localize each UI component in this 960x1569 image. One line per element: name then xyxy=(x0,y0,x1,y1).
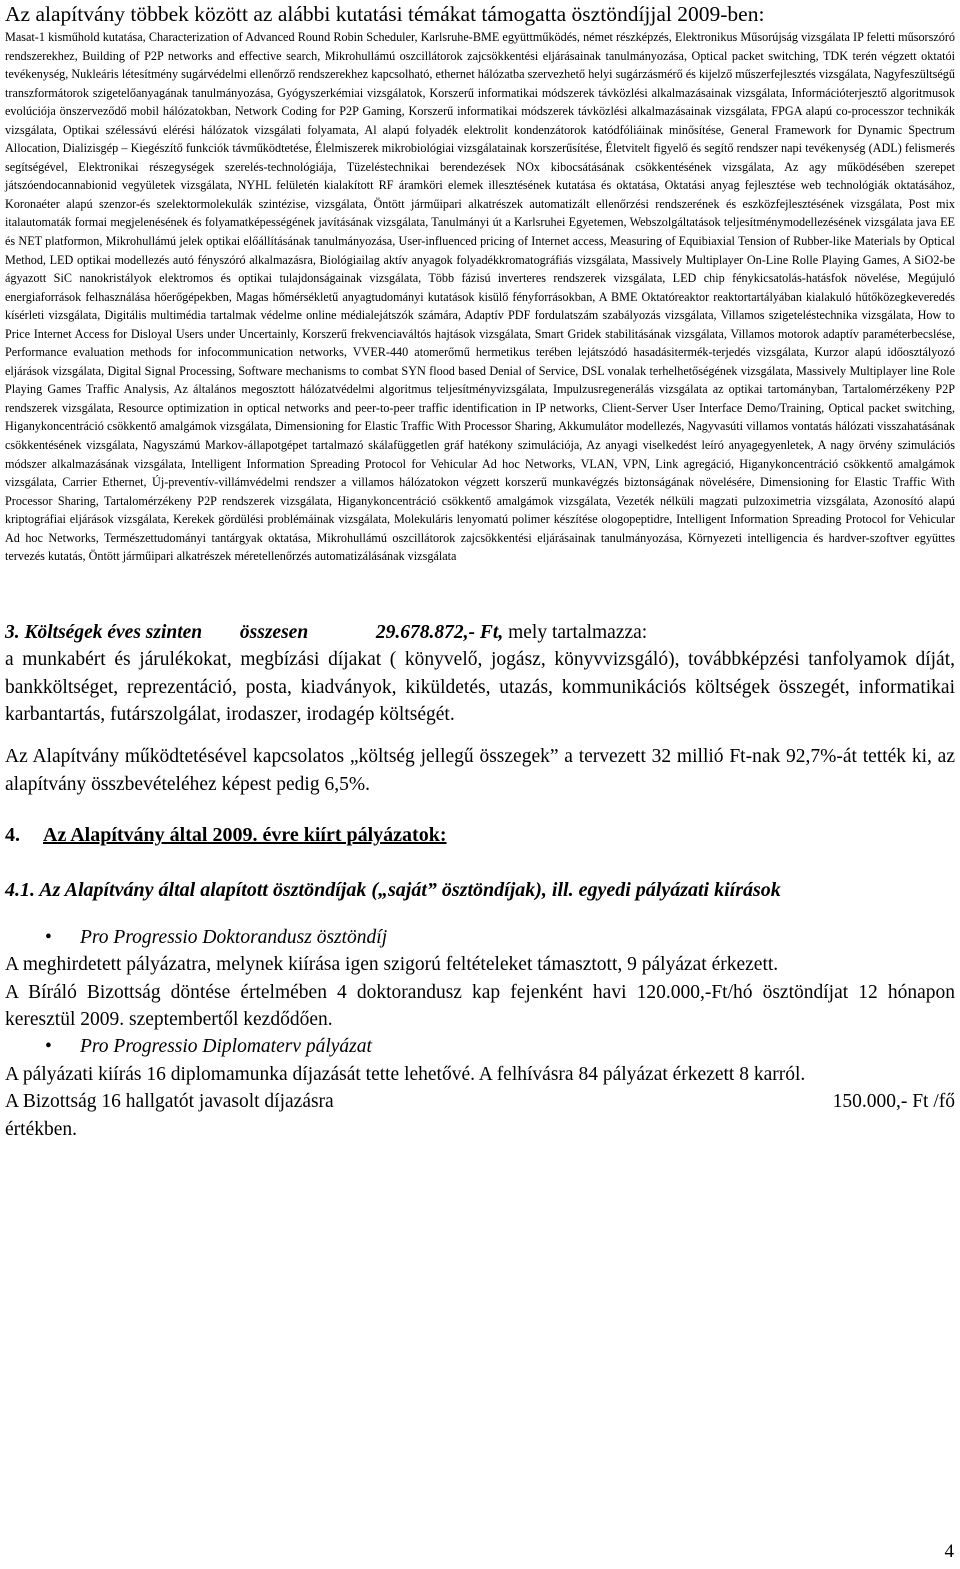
section-4-title: Az Alapítvány által 2009. évre kiírt pályázatok: xyxy=(43,824,447,847)
bullet-icon: • xyxy=(45,1036,52,1058)
diplomaterv-award-amount: 150.000,- Ft /fő xyxy=(832,1091,955,1113)
research-heading: Az alapítvány többek között az alábbi kutatási témákat támogatta ösztöndíjjal 2009-ben: xyxy=(5,2,765,26)
bullet-icon: • xyxy=(45,926,52,948)
diplomaterv-bullet-item xyxy=(5,1033,955,1060)
diplomaterv-paragraph-1: A pályázati kiírás 16 diplomamunka díjazását tette lehetővé. A felhívásra 84 pályázat érkezett 8 karról. xyxy=(5,1063,806,1085)
diplomaterv-award-text: A Bizottság 16 hallgatót javasolt díjazásra xyxy=(5,1091,334,1113)
diplomaterv-award-end: értékben. xyxy=(5,1118,78,1140)
costs-rest: mely tartalmazza: xyxy=(508,621,648,643)
section-4-1-heading: 4.1. Az Alapítvány által alapított ösztöndíjak („saját” ösztöndíjak), ill. egyedi pályázati kiírások xyxy=(5,878,781,901)
document-page xyxy=(5,0,955,1143)
costs-amount-value: 29.678.872,- Ft, xyxy=(375,621,504,643)
costs-amount xyxy=(376,622,503,643)
page-number: 4 xyxy=(944,1541,954,1562)
costs-lead: 3. Költségek éves szinten xyxy=(5,621,203,643)
doktorandusz-bullet-item xyxy=(5,924,955,951)
costs-heading-line xyxy=(5,619,955,646)
section-4-number: 4. xyxy=(5,824,20,847)
doktorandusz-title: Pro Progressio Doktorandusz ösztöndíj xyxy=(80,926,388,948)
doktorandusz-paragraph-1: A meghirdetett pályázatra, melynek kiírása igen szigorú feltételeket támasztott, 9 pályázat érkezett. xyxy=(5,954,779,976)
research-topics-paragraph: Masat-1 kisműhold kutatása, Characterization of Advanced Round Robin Scheduler, Karlsruhe-BME együttműködés, német részképzés, Elektronikus Műsorújság vizsgálata IP feletti műsorszóró rendszerekhez, Building of P2P networks and effective search, Mikrohullámú oszcillátorok zajcsökkentési eljárásainak tanulmányozása, Optical packet switching, TDK terén végzett oktatói tevékenység, Nukleáris létesítmény sugárvédelmi ellenőrző rendszerekhez kapcsolható, ethernet hálózatba szervezhető helyi sugárzásmérő és kijelző műszerfejlesztés vizsgálata, Nagyfeszültségű transzformátorok szigetelőanyagának tanulmányozása, Gyógyszerkémiai vizsgálatok, Korszerű informatikai módszerek távközlési alkalmazásainak vizsgálata, Információterjesztő algoritmusok evolúciója önszerveződő mobil hálózatokban, Network Coding for P2P Gaming, Korszerű informatikai módszerek távközlési alkalmazásainak vizsgálata, FPGA alapú co-processzor technikák vizsgálata, Optikai szélessávú elérési hálózatok vizsgálati folyamata, Al alapú folyadék elektrolit kondenzátorok katódfóliáinak minősítése, General Framework for Dynamic Spectrum Allocation, Dializisgép – Kiegészítő funkciók távműködtetése, Élelmiszerek mikrobiológiai vizsgálatainak korszerűsítése, Életvitelt figyelő és segítő rendszer napi tevékenység (ADL) felismerés segítségével, Elektronikai részegységek szerelés-technológiája, Tüzeléstechnikai berendezések NOx kibocsátásának csökkentésének vizsgálata, Az agy működésében szerepet játszóendocannabionid vegyületek vizsgálata, NYHL felületén kialakított RF áramköri elemek illesztésének kutatása és oktatása, Oktatási anyag fejlesztése web technológiák oktatásához, Koronaéter alapú szenzor-és szelektormolekulák szintézise, vizsgálata, Öntött járműipari alkatrészek automatizált ellenőrzési rendszerének és eszközfejlesztésének vizsgálata, Post mix italautomaták formai megjelenésének és folyamatképességének javításának vizsgálata, Tanulmányi út a Karlsruhei Egyetemen, Webszolgáltatások teljesítménymodellezésének vizsgálata java EE és NET platformon, Mikrohullámú jelek optikai előállításának tanulmányozása, User-influenced pricing of Internet access, Measuring of Equibiaxial Tension of Rubber-like Materials by Optical Method, LED optikai modellezés autó fényszóró alkalmazásra, Biológiailag aktív anyagok folyadékkromatográfiás vizsgálata, Massively Multiplayer On-Line Rolle Playing Games, A SiO2-be ágyazott SiC nanokristályok elektromos és optikai tulajdonságainak vizsgálata, Több fázisú inverteres rendszerek vizsgálata, LED chip fénykicsatolás-hatásfok növelése, Megújuló energiaforrások felhasználása hőerőgépekben, Magas hőmérsékletű anyagtudományi kutatások kisülő fényforrásokban, A BME Oktatóreaktor reaktortartályában kialakuló hűtőközegkeveredés kísérleti vizsgálata, Digitális multimédia tartalmak védelme online médialejátszók számára, Adaptív PDF fordulatszám szabályozás vizsgálata, Villamos szigeteléstechnika vizsgálata, How to Price Internet Access for Disloyal Users under Uncertainly, Korszerű frekvenciaváltós hajtások vizsgálata, Smart Gridek stabilitásának vizsgálata, Villamos motorok adaptív paraméterbecslése, Performance evaluation methods for infocommunication networks, VVER-440 atomerőmű hermetikus terében lejátszódó hasadásitermék-terjedés vizsgálata, Kurzor alapú időosztályozó eljárások vizsgálata, Digital Signal Processing, Software mechanisms to combat SYN flood based Denial of Service, DSL vonalak terhelhetőségének vizsgálata, Massively Multiplayer line Role Playing Games Traffic Analysis, Az általános megosztott hálózatvédelmi algoritmus teljesítményvizsgálata, Impulzusregenerálás vizsgálata az optikai tartományban, Tartalomérzékeny P2P rendszerek vizsgálata, Resource optimization in optical networks and peer-to-peer traffic identification in IP networks, Client-Server User Interface Demo/Training, Optical packet switching, Higanykoncentráció csökkentő amalgámok vizsgálata, Dimensioning for Elastic Traffic With Processor Sharing, Akkumulátor modellezés, Nagyvasúti villamos vontatás hálózati visszahatásának csökkentésének vizsgálata, Nagyszámú Markov-állapotgépet tartalmazó skálafüggetlen gráf hatékony szimulációja, Az anyagi viselkedést leíró anyagegyenletek, A nagy örvény szimulációs módszer alkalmazásának vizsgálata, Intelligent Information Spreading Protocol for Vehicular Ad hoc Networks, VLAN, VPN, Link agregáció, Higanykoncentráció csökkentő amalgámok vizsgálata, Carrier Ethernet, Új-preventív-villámvédelmi rendszer a villamos hálózatokon végzett korszerű munkavégzés biztonságának növelésére, Dimensioning for Elastic Traffic With Processor Sharing, Tartalomérzékeny P2P rendszerek vizsgálata, Higanykoncentráció csökkentő amalgámok vizsgálata, Vezeték nélküli magzati pulzoximetria vizsgálata, Azonosító alapú kriptográfiai eljárások vizsgálata, Kerekek gördülési problémáinak vizsgálata, Molekuláris lenyomatú polimer készítése ologopeptidre, Intelligent Information Spreading Protocol for Vehicular Ad hoc Networks, Természettudományi tantárgyak oktatása, Mikrohullámú oszcillátorok zajcsökkentési eljárásainak tanulmányozása, Környezeti intelligencia és hardver-szoftver együttes tervezés kutatás, Öntött járműipari alkatrészek méretellenőrzés automatizálásának vizsgálata xyxy=(5,30,955,564)
section-4-heading xyxy=(5,822,955,849)
costs-ratio-paragraph: Az Alapítvány működtetésével kapcsolatos „költség jellegű összegek” a tervezett 32 millió Ft-nak 92,7%-át tették ki, az alapítvány összbevételéhez képest pedig 6,5%. xyxy=(5,746,955,795)
costs-total-word: összesen xyxy=(239,621,309,643)
diplomaterv-award-line xyxy=(5,1088,955,1115)
diplomaterv-title: Pro Progressio Diplomaterv pályázat xyxy=(80,1036,372,1058)
costs-description: a munkabért és járulékokat, megbízási díjakat ( könyvelő, jogász, könyvvizsgáló), továbbképzési tanfolyamok díját, bankköltséget, reprezentáció, posta, kiadványok, kiküldetés, utazás, kommunikációs költségek összegét, informatikai karbantartás, futárszolgálat, irodaszer, irodagép költségét. xyxy=(5,649,955,726)
doktorandusz-paragraph-2: A Bíráló Bizottság döntése értelmében 4 doktorandusz kap fejenként havi 120.000,-Ft/hó ösztöndíjat 12 hónapon keresztül 2009. szeptembertől kezdődően. xyxy=(5,981,955,1030)
